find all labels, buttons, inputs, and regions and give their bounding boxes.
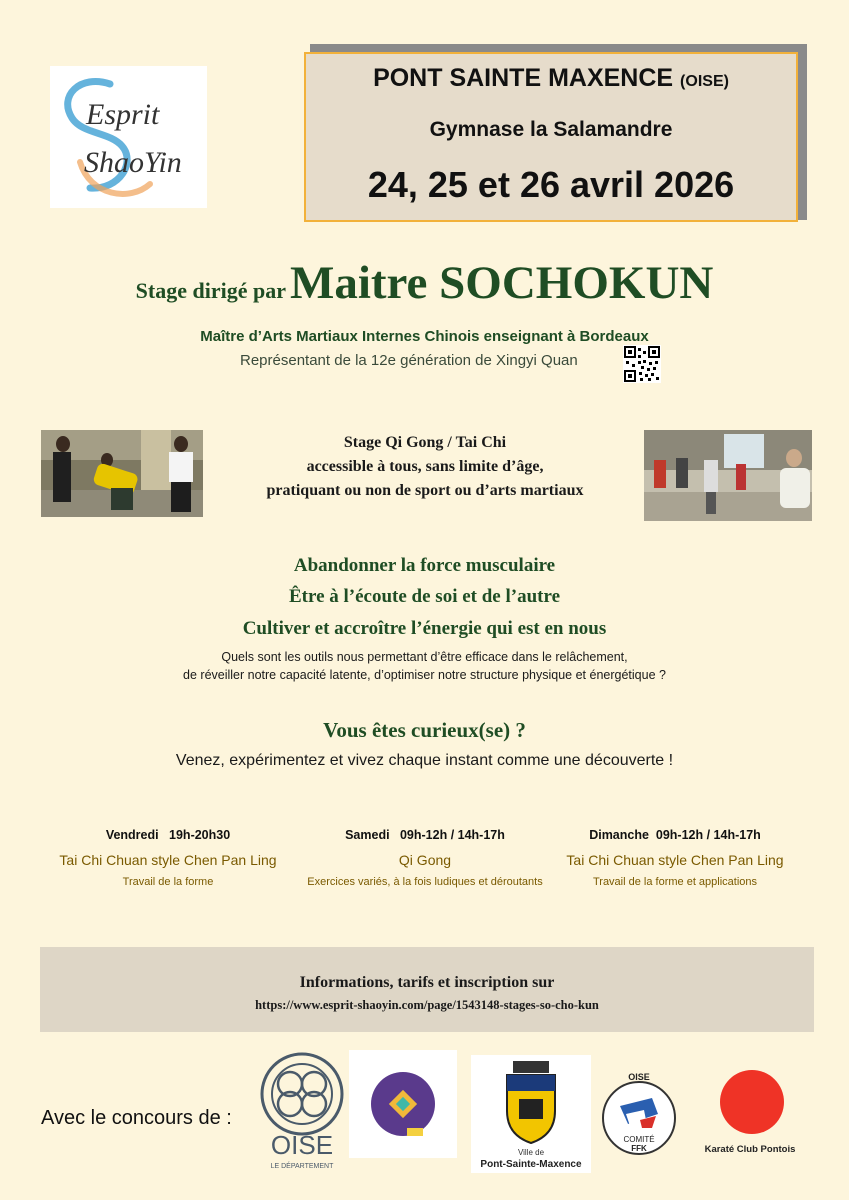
logo-line1: Esprit [86,98,160,131]
header-city-line [306,64,796,93]
stage-title: Stage Qi Gong / Tai Chi [343,434,507,451]
schedule-style: Qi Gong [398,852,452,868]
question-line-2: de réveiller notre capacité latente, d’optimiser notre structure physique et énergétique ? [183,668,666,682]
schedule-saturday [295,828,555,888]
schedule-desc: Exercices variés, à la fois ludiques et déroutants [307,876,543,888]
karate-club-pontois-logo [700,1068,800,1158]
motto-1: Abandonner la force musculaire [293,555,556,576]
karate-name: Karaté Club Pontois [704,1144,796,1155]
header-department: (OISE) [680,73,729,90]
motto-2: Être à l’écoute de soi et de l’autre [288,586,561,607]
comite-ffk-logo [600,1070,678,1164]
oise-departement-logo [258,1050,346,1172]
photo-practice-right [644,430,812,521]
info-url-link[interactable]: https://www.esprit-shaoyin.com/page/1543148-stages-so-cho-kun [255,998,599,1012]
ville-line2: Pont-Sainte-Maxence [480,1159,582,1170]
schedule-time: 19h-20h30 [169,828,231,842]
schedule-day: Dimanche [589,828,649,842]
header-venue: Gymnase la Salamandre [429,118,673,141]
photo-practice-left [41,430,203,517]
association-logo [349,1050,457,1158]
question-line-1: Quels sont les outils nous permettant d’être efficace dans le relâchement, [221,650,628,664]
invite-text: Venez, expérimentez et vivez chaque instant comme une découverte ! [175,752,674,769]
header-dates: 24, 25 et 26 avril 2026 [367,164,735,205]
master-prefix: Stage dirigé par [135,278,286,303]
sponsors-intro: Avec le concours de : [41,1107,232,1129]
master-lineage: Représentant de la 12e génération de Xingyi Quan [240,352,578,369]
master-name: Maitre SOCHOKUN [289,257,714,309]
qr-code[interactable] [623,345,661,383]
schedule-friday [38,828,298,888]
master-subtitle: Maître d’Arts Martiaux Internes Chinois enseignant à Bordeaux [200,328,649,345]
oise-sub: LE DÉPARTEMENT [270,1163,334,1170]
schedule-desc: Travail de la forme et applications [592,876,758,888]
stage-audience: pratiquant ou non de sport ou d’arts martiaux [266,482,584,499]
comite-line2: FFK [631,1144,647,1153]
schedule-desc: Travail de la forme [122,876,214,888]
motto-3: Cultiver et accroître l’énergie qui est en nous [242,618,607,639]
master-line [0,256,849,310]
curious-title: Vous êtes curieux(se) ? [323,718,526,742]
info-box [40,947,814,1032]
schedule-time: 09h-12h / 14h-17h [399,828,505,842]
comite-top: OISE [628,1072,650,1082]
esprit-shaoyin-logo [50,66,207,208]
oise-name: OISE [270,1130,334,1160]
header-box [304,52,798,222]
ville-line1: Ville de [517,1148,545,1157]
schedule-style: Tai Chi Chuan style Chen Pan Ling [59,852,277,868]
logo-line2: ShaoYin [84,146,182,179]
schedule-style: Tai Chi Chuan style Chen Pan Ling [566,852,784,868]
ville-pont-sainte-maxence-logo [471,1055,591,1173]
info-title: Informations, tarifs et inscription sur [299,974,555,991]
stage-accessibility: accessible à tous, sans limite d’âge, [306,458,544,475]
header-city: PONT SAINTE MAXENCE [373,64,674,92]
schedule-time: 09h-12h / 14h-17h [655,828,761,842]
schedule-day: Samedi [345,828,390,842]
schedule-day: Vendredi [105,828,159,842]
schedule-sunday [545,828,805,888]
comite-line1: COMITÉ [623,1135,655,1144]
